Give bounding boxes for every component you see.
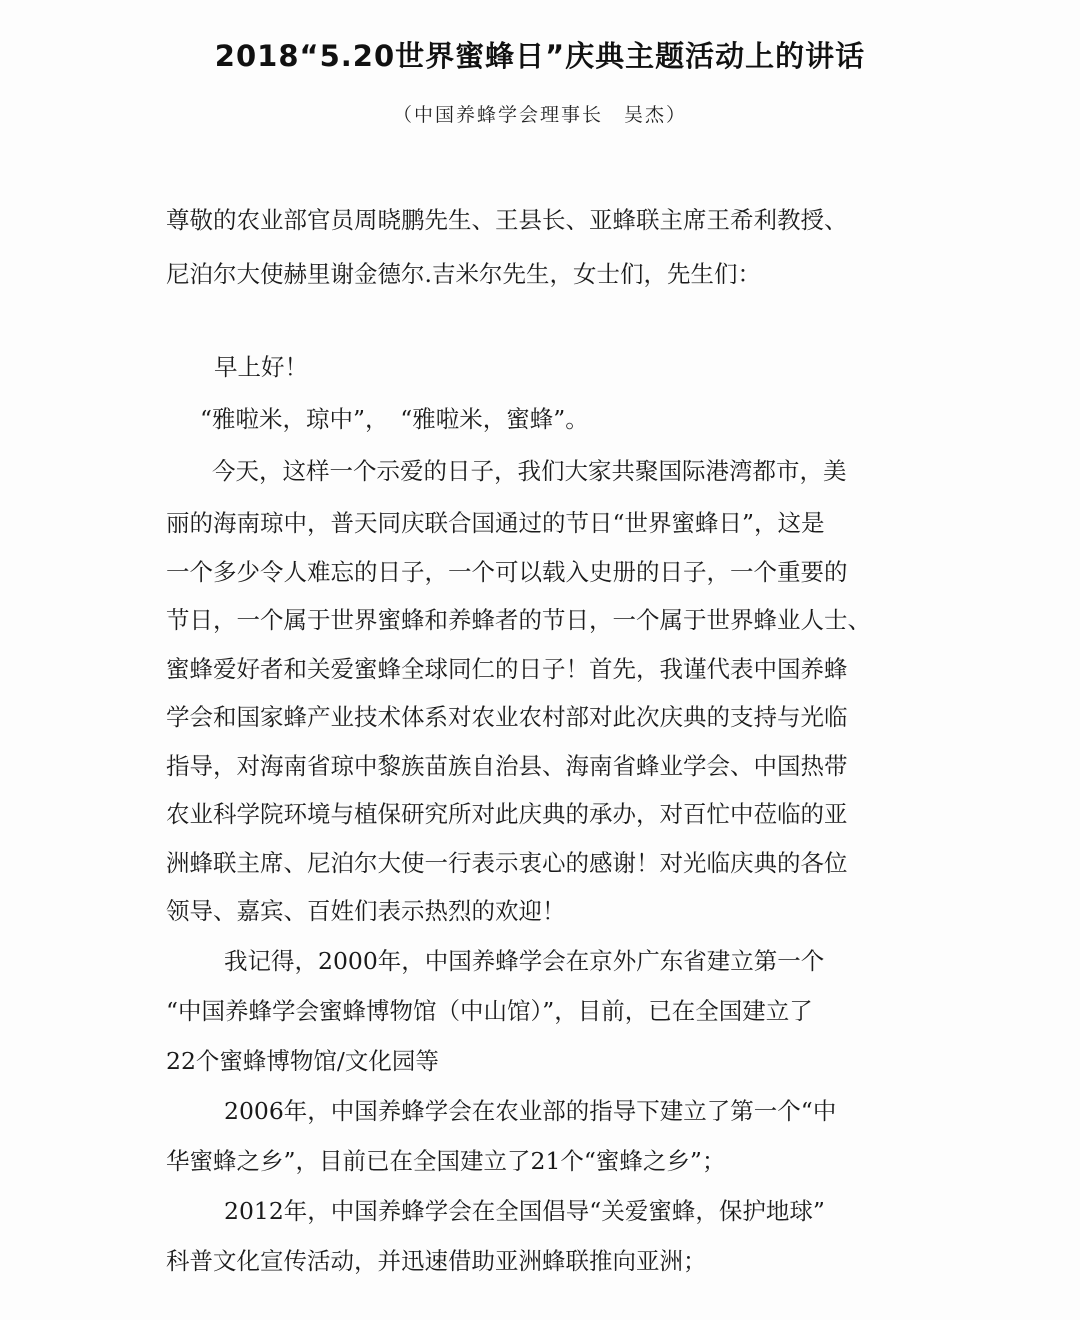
paragraph-line: 今天，这样一个示爱的日子，我们大家共聚国际港湾都市，美 [212,457,847,485]
speech-title: 2018“5.20世界蜜蜂日”庆典主题活动上的讲话 [214,39,866,73]
salutation-line: 尊敬的农业部官员周晓鹏先生、王县长、亚蜂联主席王希利教授、 [166,206,848,234]
paragraph-line: 2006年，中国养蜂学会在农业部的指导下建立了第一个“中 [224,1097,837,1125]
greeting-line: 早上好！ [214,353,308,381]
slogan-line: “雅啦米，琼中”， “雅啦米，蜜蜂”。 [200,405,589,433]
paragraph-line: 华蜜蜂之乡”，目前已在全国建立了21个“蜜蜂之乡”； [166,1147,726,1175]
paragraph-line: 节日，一个属于世界蜜蜂和养蜂者的节日，一个属于世界蜂业人士、 [166,606,871,634]
paragraph-line: 学会和国家蜂产业技术体系对农业农村部对此次庆典的支持与光临 [166,703,848,731]
speaker-byline: （中国养蜂学会理事长 吴杰） [392,104,687,126]
paragraph-line: 指导，对海南省琼中黎族苗族自治县、海南省蜂业学会、中国热带 [166,752,848,780]
paragraph-line: 22个蜜蜂博物馆/文化园等 [166,1047,439,1075]
paragraph-line: 一个多少令人难忘的日子，一个可以载入史册的日子，一个重要的 [166,558,848,586]
paragraph-line: 农业科学院环境与植保研究所对此庆典的承办，对百忙中莅临的亚 [166,800,848,828]
paragraph-line: 我记得，2000年，中国养蜂学会在京外广东省建立第一个 [224,947,825,975]
paragraph-line: 洲蜂联主席、尼泊尔大使一行表示衷心的感谢！对光临庆典的各位 [166,849,848,877]
paragraph-line: 领导、嘉宾、百姓们表示热烈的欢迎！ [166,897,566,925]
paragraph-line: 2012年，中国养蜂学会在全国倡导“关爱蜜蜂，保护地球” [224,1197,825,1225]
paragraph-line: 科普文化宣传活动，并迅速借助亚洲蜂联推向亚洲； [166,1247,707,1275]
paragraph-line: 丽的海南琼中，普天同庆联合国通过的节日“世界蜜蜂日”，这是 [166,509,825,537]
salutation-line: 尼泊尔大使赫里谢金德尔.吉米尔先生，女士们，先生们： [166,260,761,288]
paragraph-line: 蜜蜂爱好者和关爱蜜蜂全球同仁的日子！首先，我谨代表中国养蜂 [166,655,848,683]
paragraph-line: “中国养蜂学会蜜蜂博物馆（中山馆）”，目前，已在全国建立了 [166,997,813,1025]
